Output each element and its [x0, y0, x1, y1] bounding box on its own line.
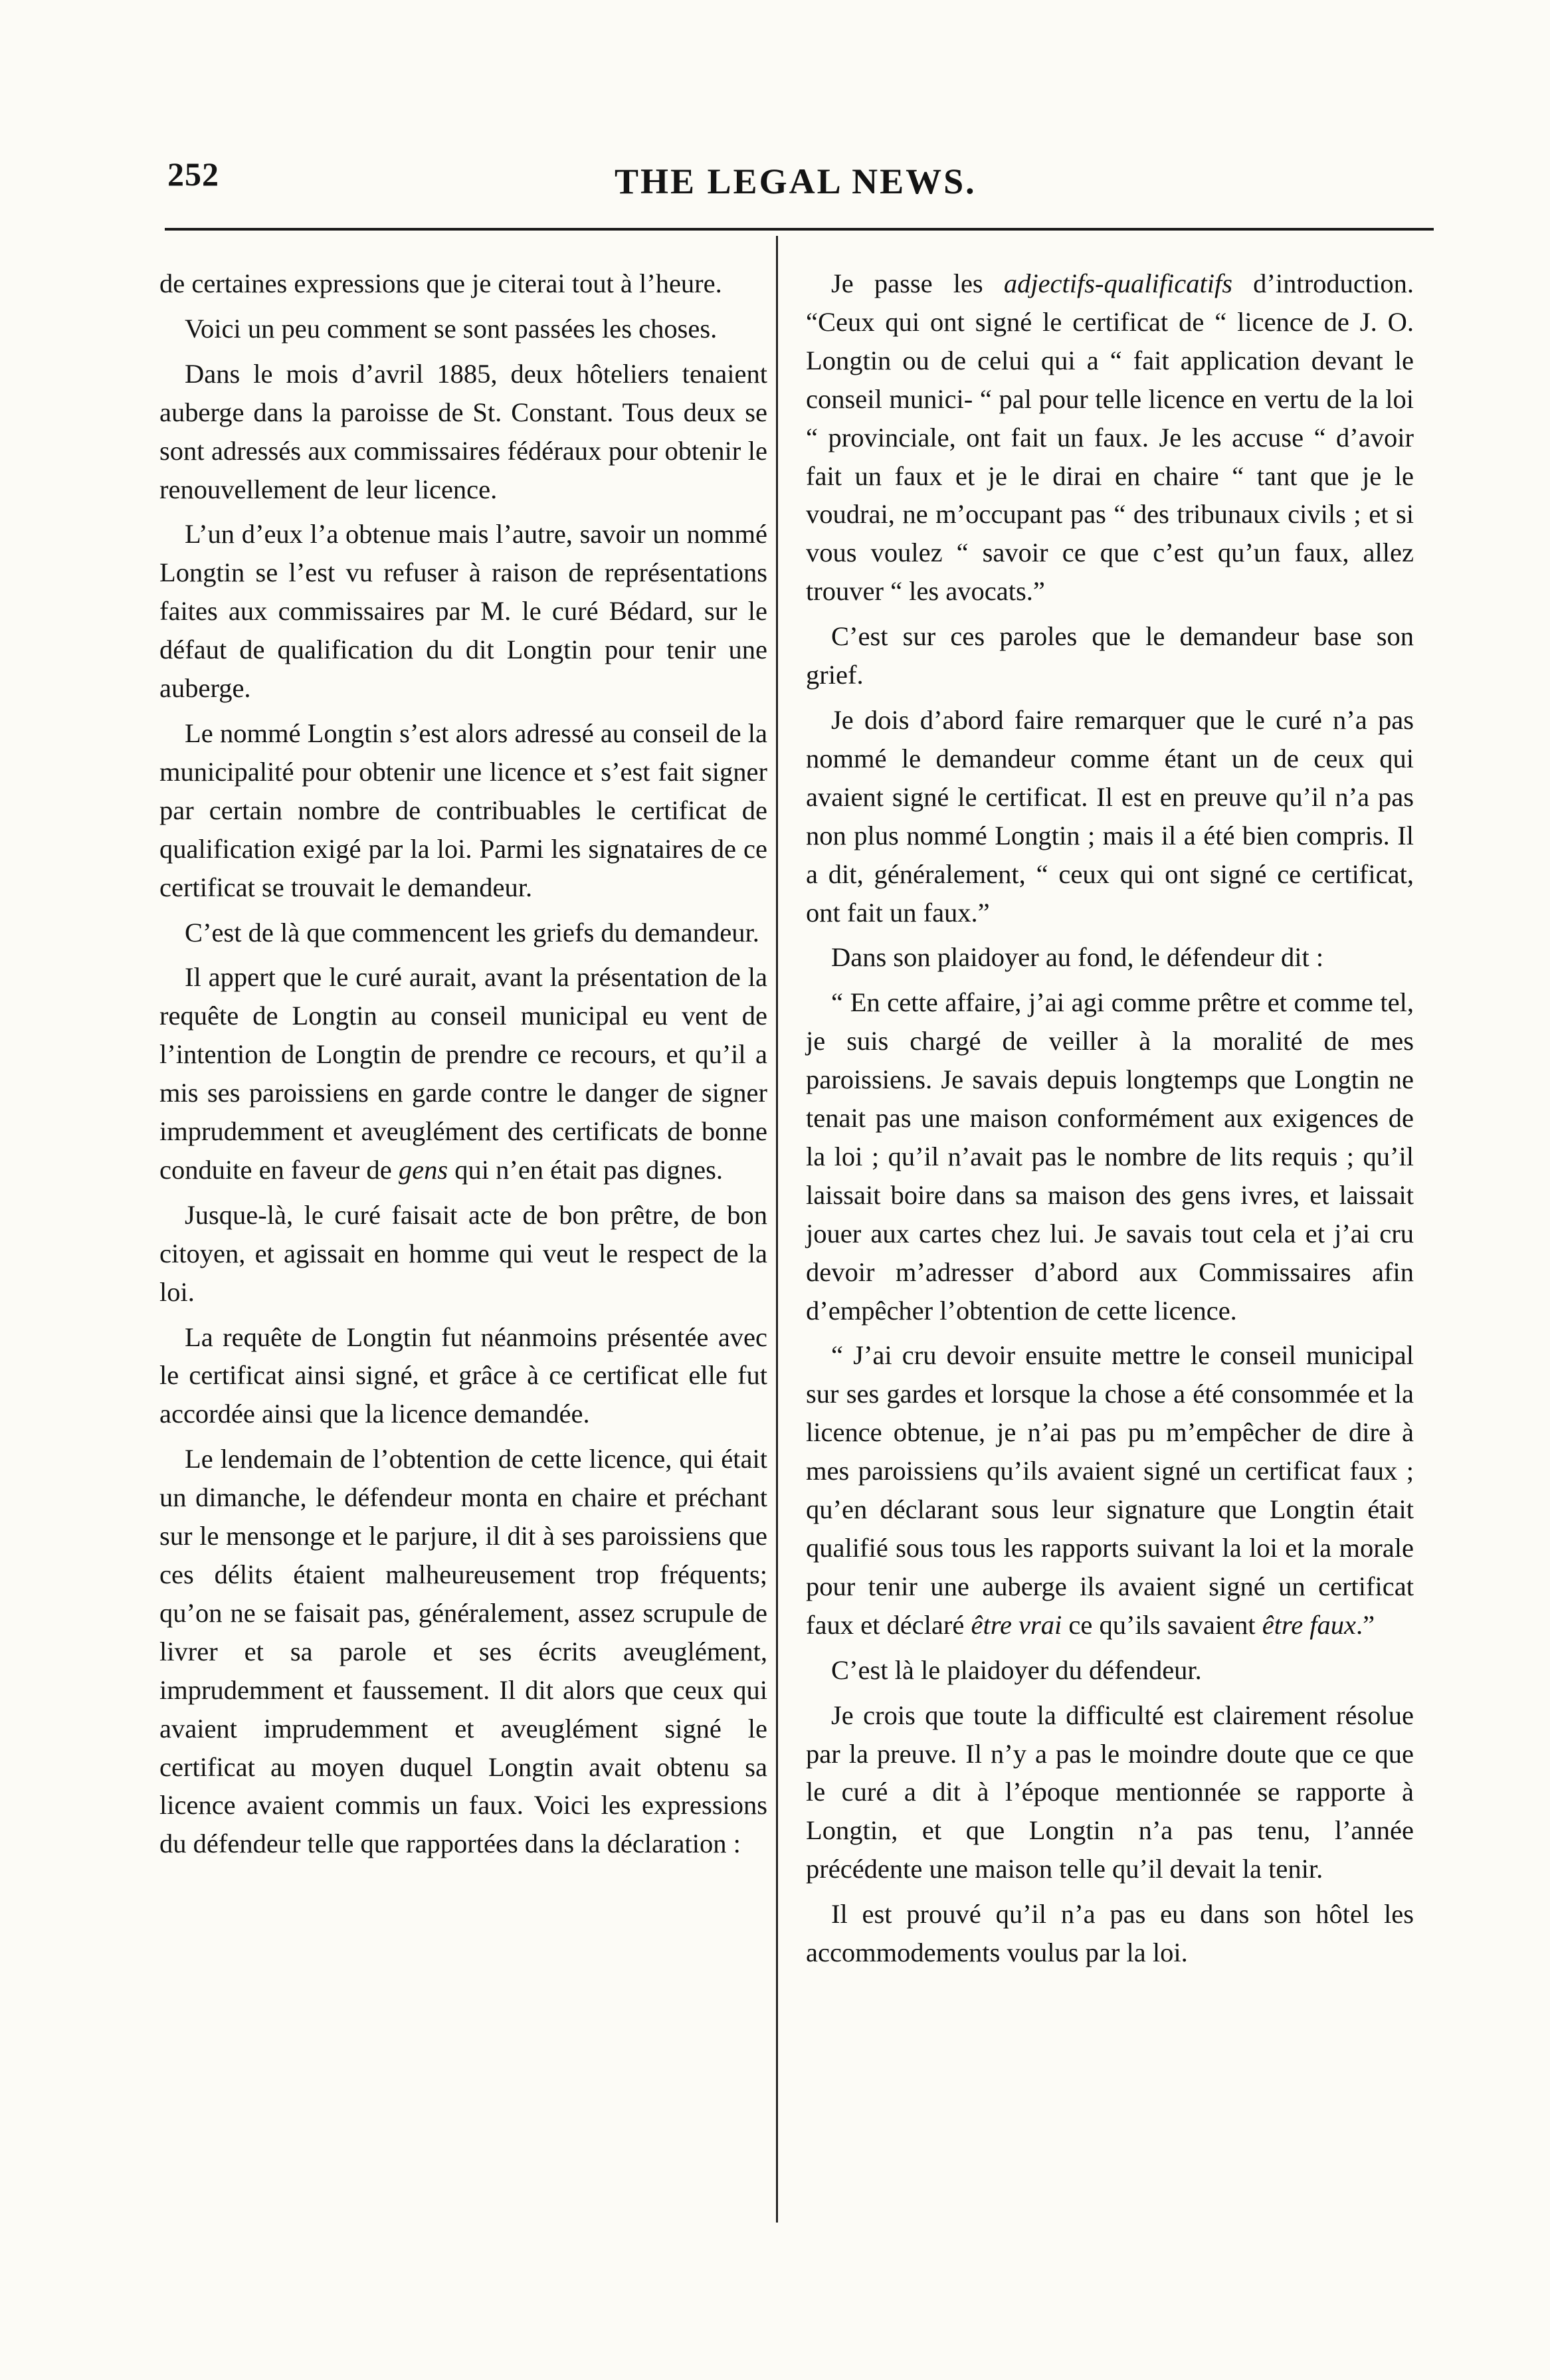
text-run: qui n’en était pas dignes.	[448, 1154, 723, 1185]
column-divider	[776, 236, 778, 2223]
italic-run: être faux	[1262, 1609, 1357, 1640]
left-column	[159, 264, 767, 1870]
paragraph	[806, 1336, 1414, 1644]
header-rule	[165, 228, 1434, 231]
paragraph: C’est de là que commencent les griefs du demandeur.	[185, 917, 759, 947]
text-run: Il appert que le curé aurait, avant la présentation de la requête de Longtin au conseil municipal eu vent de l’intention de Longtin de prendre ce recours, et qu’il a mis ses paroissiens en garde contre le danger de signer imprudemment et aveuglément des certificats de bonne conduite en faveur de	[159, 962, 767, 1185]
italic-run: adjectifs-qualificatifs	[1003, 268, 1233, 298]
text-run: ce qu’ils savaient	[1062, 1609, 1262, 1640]
paragraph: La requête de Longtin fut néanmoins présentée avec le certificat ainsi signé, et grâce à ce certificat elle fut accordée ainsi que la licence demandée.	[159, 1322, 767, 1429]
paragraph: Je crois que toute la difficulté est clairement résolue par la preuve. Il n’y a pas le moindre doute que ce que le curé a dit à l’époque mentionnée se rapporte à Longtin, et que Longtin n’a pas tenu, l’année précédente une maison telle qu’il devait la tenir.	[806, 1700, 1414, 1884]
paragraph: Je dois d’abord faire remarquer que le curé n’a pas nommé le demandeur comme étant un de ceux qui avaient signé le certificat. Il est en preuve qu’il n’a pas non plus nommé Longtin ; mais il a été bien compris. Il a dit, généralement, “ ceux qui ont signé ce certificat, ont fait un faux.”	[806, 704, 1414, 928]
paragraph: “ En cette affaire, j’ai agi comme prêtre et comme tel, je suis chargé de veiller à la moralité de mes paroissiens. Je savais depuis longtemps que Longtin ne tenait pas une maison conformément aux exigences de la loi ; qu’il n’avait pas le nombre de lits requis ; qu’il laissait boire dans sa maison des gens ivres, et laissait jouer aux cartes chez lui. Je savais tout cela et j’ai cru devoir m’adresser d’abord aux Commissaires afin d’empêcher l’obtention de cette licence.	[806, 987, 1414, 1326]
paragraph: L’un d’eux l’a obtenue mais l’autre, savoir un nommé Longtin se l’est vu refuser à raison de représentations faites aux commissaires par M. le curé Bédard, sur le défaut de qualification du dit Longtin pour tenir une auberge.	[159, 519, 767, 704]
paragraph: Le nommé Longtin s’est alors adressé au conseil de la municipalité pour obtenir une licence et s’est fait signer par certain nombre de contribuables le certificat de qualification exigé par la loi. Parmi les signataires de ce certificat se trouvait le demandeur.	[159, 718, 767, 902]
paragraph	[806, 264, 1414, 611]
paragraph: Le lendemain de l’obtention de cette licence, qui était un dimanche, le défendeur monta en chaire et préchant sur le mensonge et le parjure, il dit à ses paroissiens que ces délits étaient malheureusement trop fréquents; qu’on ne se faisait pas, généralement, assez scrupule de livrer et sa parole et ses écrits aveuglément, imprudemment et faussement. Il dit alors que ceux qui avaient imprudemment et aveuglément signé le certificat au moyen duquel Longtin avait obtenu sa licence avaient commis un faux. Voici les expressions du défendeur telle que rapportées dans la déclaration :	[159, 1444, 767, 1859]
text-run: “ J’ai cru devoir ensuite mettre le conseil municipal sur ses gardes et lorsque la chose a été consommée et la licence obtenue, je n’ai pas pu m’empêcher de dire à mes paroissiens qu’ils avaient signé un certificat faux ; qu’en déclarant sous leur signature que Longtin était qualifié sous tous les rapports suivant la loi et la morale pour tenir une auberge ils avaient signé un certificat faux et déclaré	[806, 1340, 1414, 1640]
italic-run: être vrai	[971, 1609, 1062, 1640]
running-head: THE LEGAL NEWS.	[615, 161, 977, 201]
paragraph: Jusque-là, le curé faisait acte de bon prêtre, de bon citoyen, et agissait en homme qui veut le respect de la loi.	[159, 1199, 767, 1307]
paragraph: de certaines expressions que je citerai tout à l’heure.	[159, 268, 722, 298]
paragraph: Voici un peu comment se sont passées les choses.	[185, 313, 718, 344]
paragraph: Dans son plaidoyer au fond, le défendeur dit :	[831, 942, 1324, 973]
italic-run: gens	[398, 1154, 448, 1185]
text-run: .”	[1356, 1609, 1375, 1640]
paragraph: C’est sur ces paroles que le demandeur base son grief.	[806, 621, 1414, 690]
paragraph: Il est prouvé qu’il n’a pas eu dans son hôtel les accommodements voulus par la loi.	[806, 1899, 1414, 1968]
text-run: Je passe les	[831, 268, 1004, 298]
paragraph: C’est là le plaidoyer du défendeur.	[831, 1654, 1202, 1685]
paragraph	[159, 958, 767, 1189]
right-column	[806, 264, 1414, 1979]
text-run: d’introduction. “Ceux qui ont signé le certificat de “ licence de J. O. Longtin ou de celui qui a “ fait application devant le conseil munici- “ pal pour telle licence en vertu de la loi “ provinciale, ont fait un faux. Je les accuse “ d’avoir fait un faux et je le dirai en chaire “ tant que je le voudrai, ne m’occupant pas “ des tribunaux civils ; et si vous voulez “ savoir ce que c’est qu’un faux, allez trouver “ les avocats.”	[806, 268, 1414, 607]
page-number: 252	[167, 155, 219, 193]
paragraph: Dans le mois d’avril 1885, deux hôteliers tenaient auberge dans la paroisse de St. Constant. Tous deux se sont adressés aux commissaires fédéraux pour obtenir le renouvellement de leur licence.	[159, 358, 767, 504]
